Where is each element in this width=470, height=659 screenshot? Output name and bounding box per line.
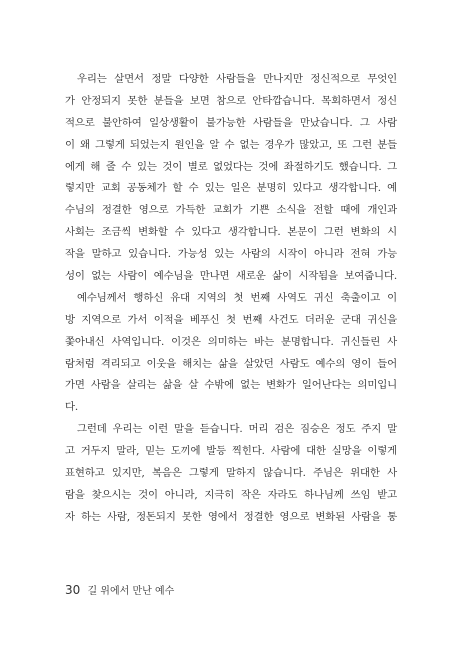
text-line: 그런데 우리는 이런 말을 듣습니다. 머리 검은 짐승은 정도 주지 말 bbox=[77, 423, 397, 436]
text-line: 이 왜 그렇게 되었는지 원인을 알 수 없는 경우가 많았고, 또 그런 분들 bbox=[65, 138, 397, 151]
text-line: 자 하는 사람, 정돈되지 못한 영에서 정결한 영으로 변화된 사람을 통 bbox=[65, 510, 397, 523]
text-line: 방 지역으로 가서 이적을 베푸신 첫 번째 사건도 더러운 군대 귀신을 bbox=[65, 313, 397, 326]
text-line: 적으로 불안하여 일상생활이 불가능한 사람들을 만났습니다. 그 사람 bbox=[65, 116, 397, 129]
text-line: 람을 찾으시는 것이 아니라, 지극히 작은 자라도 하나님께 쓰임 받고 bbox=[65, 488, 397, 501]
text-line: 예수님께서 행하신 유대 지역의 첫 번째 사역도 귀신 축출이고 이 bbox=[77, 291, 397, 304]
text-line: 가면 사람을 살리는 삶을 살 수밖에 없는 변화가 일어난다는 의미입니 bbox=[65, 379, 397, 392]
text-line: 작을 말하고 있습니다. 가능성 있는 사람의 시작이 아니라 전혀 가능 bbox=[65, 248, 397, 261]
text-line: 렇지만 교회 공동체가 할 수 있는 일은 분명히 있다고 생각합니다. 예 bbox=[65, 182, 397, 195]
page-footer bbox=[65, 582, 174, 597]
text-line: 사회는 조금씩 변화할 수 있다고 생각합니다. 본문이 그런 변화의 시 bbox=[65, 226, 397, 239]
text-line: 성이 없는 사람이 예수님을 만나면 새로운 삶이 시작됨을 보여줍니다. bbox=[65, 270, 397, 283]
page-number: 30 bbox=[65, 583, 81, 597]
text-line: 표현하고 있지만, 복음은 그렇게 말하지 않습니다. 주님은 위대한 사 bbox=[65, 467, 397, 480]
text-line: 수님의 정결한 영으로 가득한 교회가 기쁜 소식을 전할 때에 개인과 bbox=[65, 204, 397, 217]
text-line: 에게 해 줄 수 있는 것이 별로 없었다는 것에 좌절하기도 했습니다. 그 bbox=[65, 160, 397, 173]
text-line: 쫓아내신 사역입니다. 이것은 의미하는 바는 분명합니다. 귀신들린 사 bbox=[65, 335, 397, 348]
page-body bbox=[65, 69, 397, 529]
text-line: 우리는 살면서 정말 다양한 사람들을 만나지만 정신적으로 무엇인 bbox=[77, 73, 397, 85]
text-line: 고 거두지 말라, 믿는 도끼에 발등 찍힌다. 사람에 대한 실망을 이렇게 bbox=[65, 445, 397, 458]
book-title: 길 위에서 만난 예수 bbox=[87, 586, 175, 597]
text-line: 가 안정되지 못한 분들을 보면 참으로 안타깝습니다. 목회하면서 정신 bbox=[65, 94, 397, 107]
text-line: 다. bbox=[65, 401, 79, 414]
text-line: 람처럼 격리되고 이웃을 해치는 삶을 살았던 사람도 예수의 영이 들어 bbox=[65, 357, 397, 370]
